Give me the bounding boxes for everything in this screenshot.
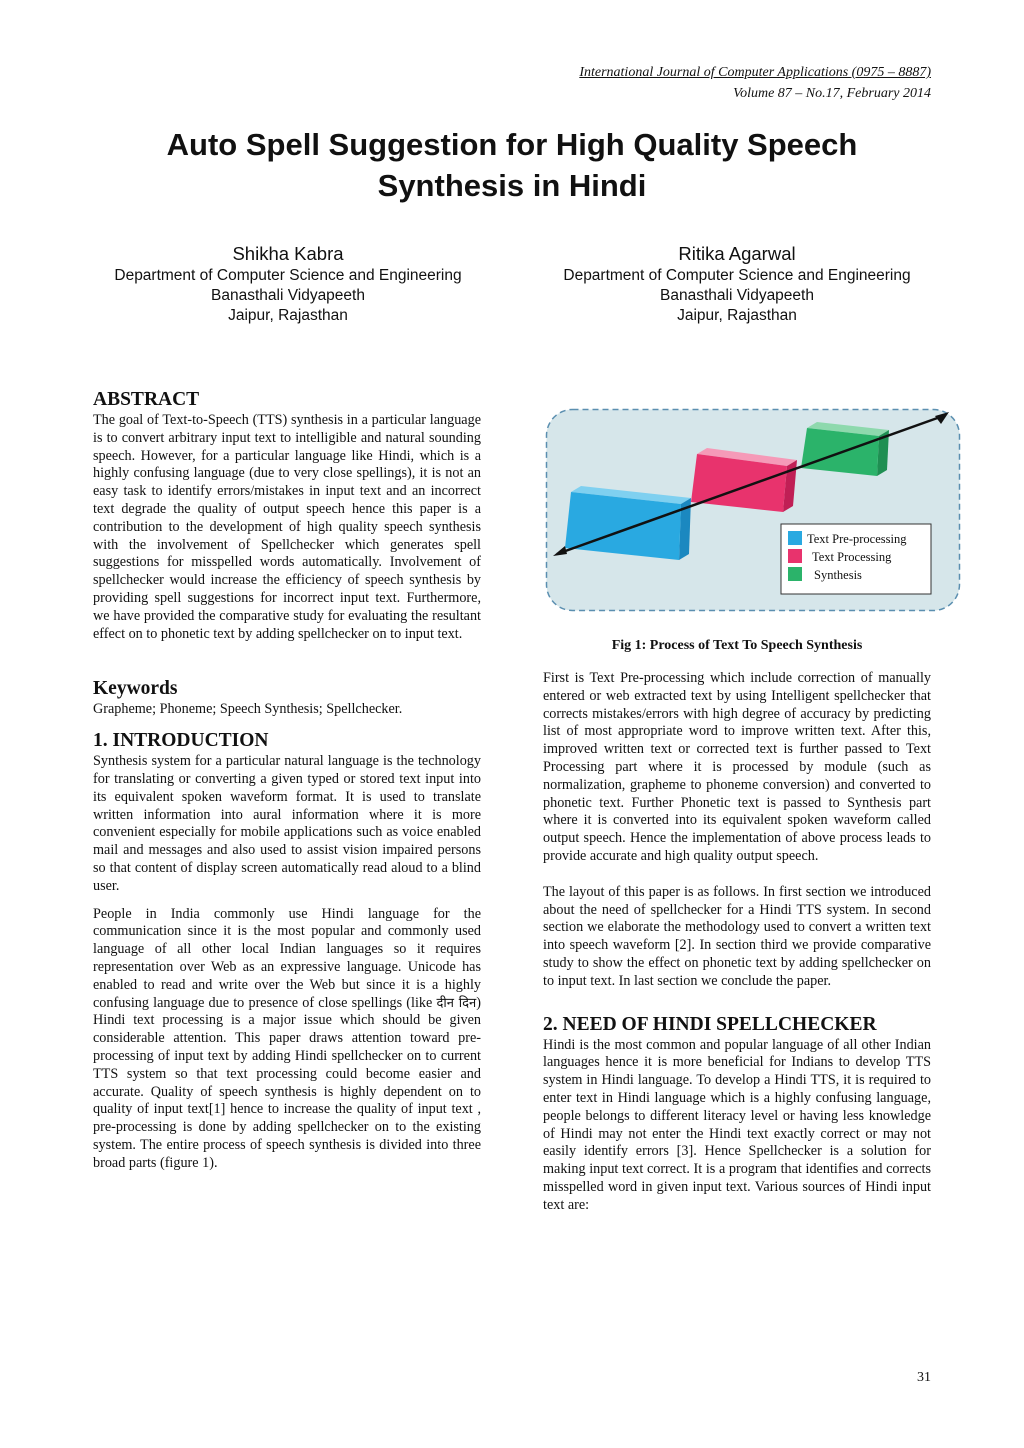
- legend-label-3: Synthesis: [814, 568, 862, 582]
- page-number: 31: [917, 1370, 931, 1385]
- right-paragraph-3: Hindi is the most common and popular language of all other Indian languages hence it is more beneficial for Indians to develop TTS system in Hindi language. To develop a Hindi TTS, it is required to enter text in Hindi language which is a highly confusing language, people belongs to different literacy level or having less knowledge of Hindi may not enter the Hindi text exactly correct or may not easily identify errors [3]. Hence Spellchecker is a solution for making input text correct. It is a program that identifies and corrects misspelled word in given input text. Various sources of Hindi input text are:: [543, 1036, 931, 1213]
- legend-swatch-1: [788, 531, 802, 545]
- legend-swatch-3: [788, 567, 802, 581]
- author-institution: Banasthali Vidyapeeth: [660, 287, 814, 304]
- keywords-heading: Keywords: [93, 678, 178, 700]
- intro-paragraph-2: [93, 906, 481, 1173]
- journal-volume: Volume 87 – No.17, February 2014: [733, 86, 931, 101]
- author-block-2: [527, 242, 947, 326]
- legend-swatch-2: [788, 549, 802, 563]
- tts-process-figure: [545, 408, 961, 612]
- pre-processing-block: [565, 486, 691, 560]
- introduction-heading: 1. INTRODUCTION: [93, 730, 269, 752]
- author-department: Department of Computer Science and Engineering: [114, 267, 462, 284]
- intro-paragraph-2b: ) Hindi text processing is a major issue which should be given considerable attention. This paper draws attention toward pre-processing of input text by adding Hindi spellchecker on to current TTS system so that text processing could become easier and accurate. Quality of speech synthesis is highly dependent on to quality of input text[1] hence to increase the quality of input text , pre-processing is done by adding spellchecker on to the existing system. The entire process of speech synthesis is divided into three broad parts (figure 1).: [93, 994, 482, 1171]
- author-institution: Banasthali Vidyapeeth: [211, 287, 365, 304]
- left-column: [93, 388, 481, 1172]
- legend-label-2: Text Processing: [812, 550, 892, 564]
- journal-name: International Journal of Computer Applications (0975 – 8887): [579, 65, 931, 80]
- right-column: [543, 670, 931, 1215]
- title-line-1: Auto Spell Suggestion for High Quality Speech: [166, 127, 858, 162]
- author-location: Jaipur, Rajasthan: [228, 307, 348, 324]
- journal-header: [579, 62, 931, 104]
- abstract-heading: ABSTRACT: [93, 389, 200, 410]
- right-paragraph-2: The layout of this paper is as follows. In first section we introduced about the need of spellchecker for a Hindi TTS system. In second section we elaborate the methodology used to convert a written text into speech waveform [2]. In section third we provide comparative study to show the effect on phonetic text by adding spellchecker on to input text. In last section we conclude the paper.: [543, 883, 931, 989]
- author-location: Jaipur, Rajasthan: [677, 307, 797, 324]
- section-2-heading: 2. NEED OF HINDI SPELLCHECKER: [543, 1013, 877, 1035]
- hindi-example: दीन दिन: [436, 995, 477, 1011]
- right-paragraph-1: First is Text Pre-processing which include correction of manually entered or web extracted text by using Intelligent spellchecker that corrects mistakes/errors with high degree of accuracy by predicting list of most appropriate word to improve written text. After this, improved written text or corrected text is further passed to Text Processing part where it is processed by module (such as normalization, grapheme to phoneme conversion) and converted to phonetic text. Further Phonetic text is passed to Synthesis part where it is converted into its equivalent spoken waveform called output speech. Hence the implementation of above process leads to provide accurate and high quality output speech.: [543, 670, 931, 864]
- abstract-text: The goal of Text-to-Speech (TTS) synthesis in a particular language is to convert arbitrary input text to intelligible and natural sounding speech. However, for a particular language like Hindi, which is a highly confusing language (due to very close spellings), it is not an easy task to identify errors/mistakes in input text and an incorrect text degrade the quality of output speech hence this paper is a contribution to the development of high quality speech synthesis with the involvement of Spellchecker which generates spell suggestions for misspelled words automatically. Involvement of spellchecker would increase the efficiency of speech synthesis by providing spell suggestions for incorrect input text. Furthermore, we have provided the comparative study for evaluating the resultant effect on to phonetic text by adding spellchecker on to input text.: [93, 412, 481, 642]
- author-block-1: [78, 242, 498, 326]
- keywords-text: Grapheme; Phoneme; Speech Synthesis; Spellchecker.: [93, 701, 403, 718]
- figure-caption: Fig 1: Process of Text To Speech Synthesis: [611, 638, 863, 653]
- legend-label-1: Text Pre-processing: [807, 532, 907, 546]
- paper-title: [100, 124, 924, 206]
- author-name: Shikha Kabra: [232, 243, 344, 264]
- title-line-2: Synthesis in Hindi: [377, 168, 647, 203]
- synthesis-block: [801, 422, 889, 476]
- intro-paragraph-1: Synthesis system for a particular natural language is the technology for translating or converting a given typed or stored text input into its equivalent spoken waveform format. It is used to translate written information into aural information where it is more convenient especially for mobile applications such as voice enabled mail and messages and also used to assist vision impaired persons so that content of display screen automatically read aloud to a blind user.: [93, 753, 481, 894]
- intro-paragraph-2a: People in India commonly use Hindi language for the communication since it is the most popular and commonly used language of all other local Indian languages so it requires representation over Web as an expressive language. Unicode has enabled to read and write over the Web but since it is a highly confusing language due to presence of close spellings (like: [93, 905, 481, 1011]
- author-department: Department of Computer Science and Engineering: [563, 267, 911, 284]
- author-name: Ritika Agarwal: [678, 243, 796, 264]
